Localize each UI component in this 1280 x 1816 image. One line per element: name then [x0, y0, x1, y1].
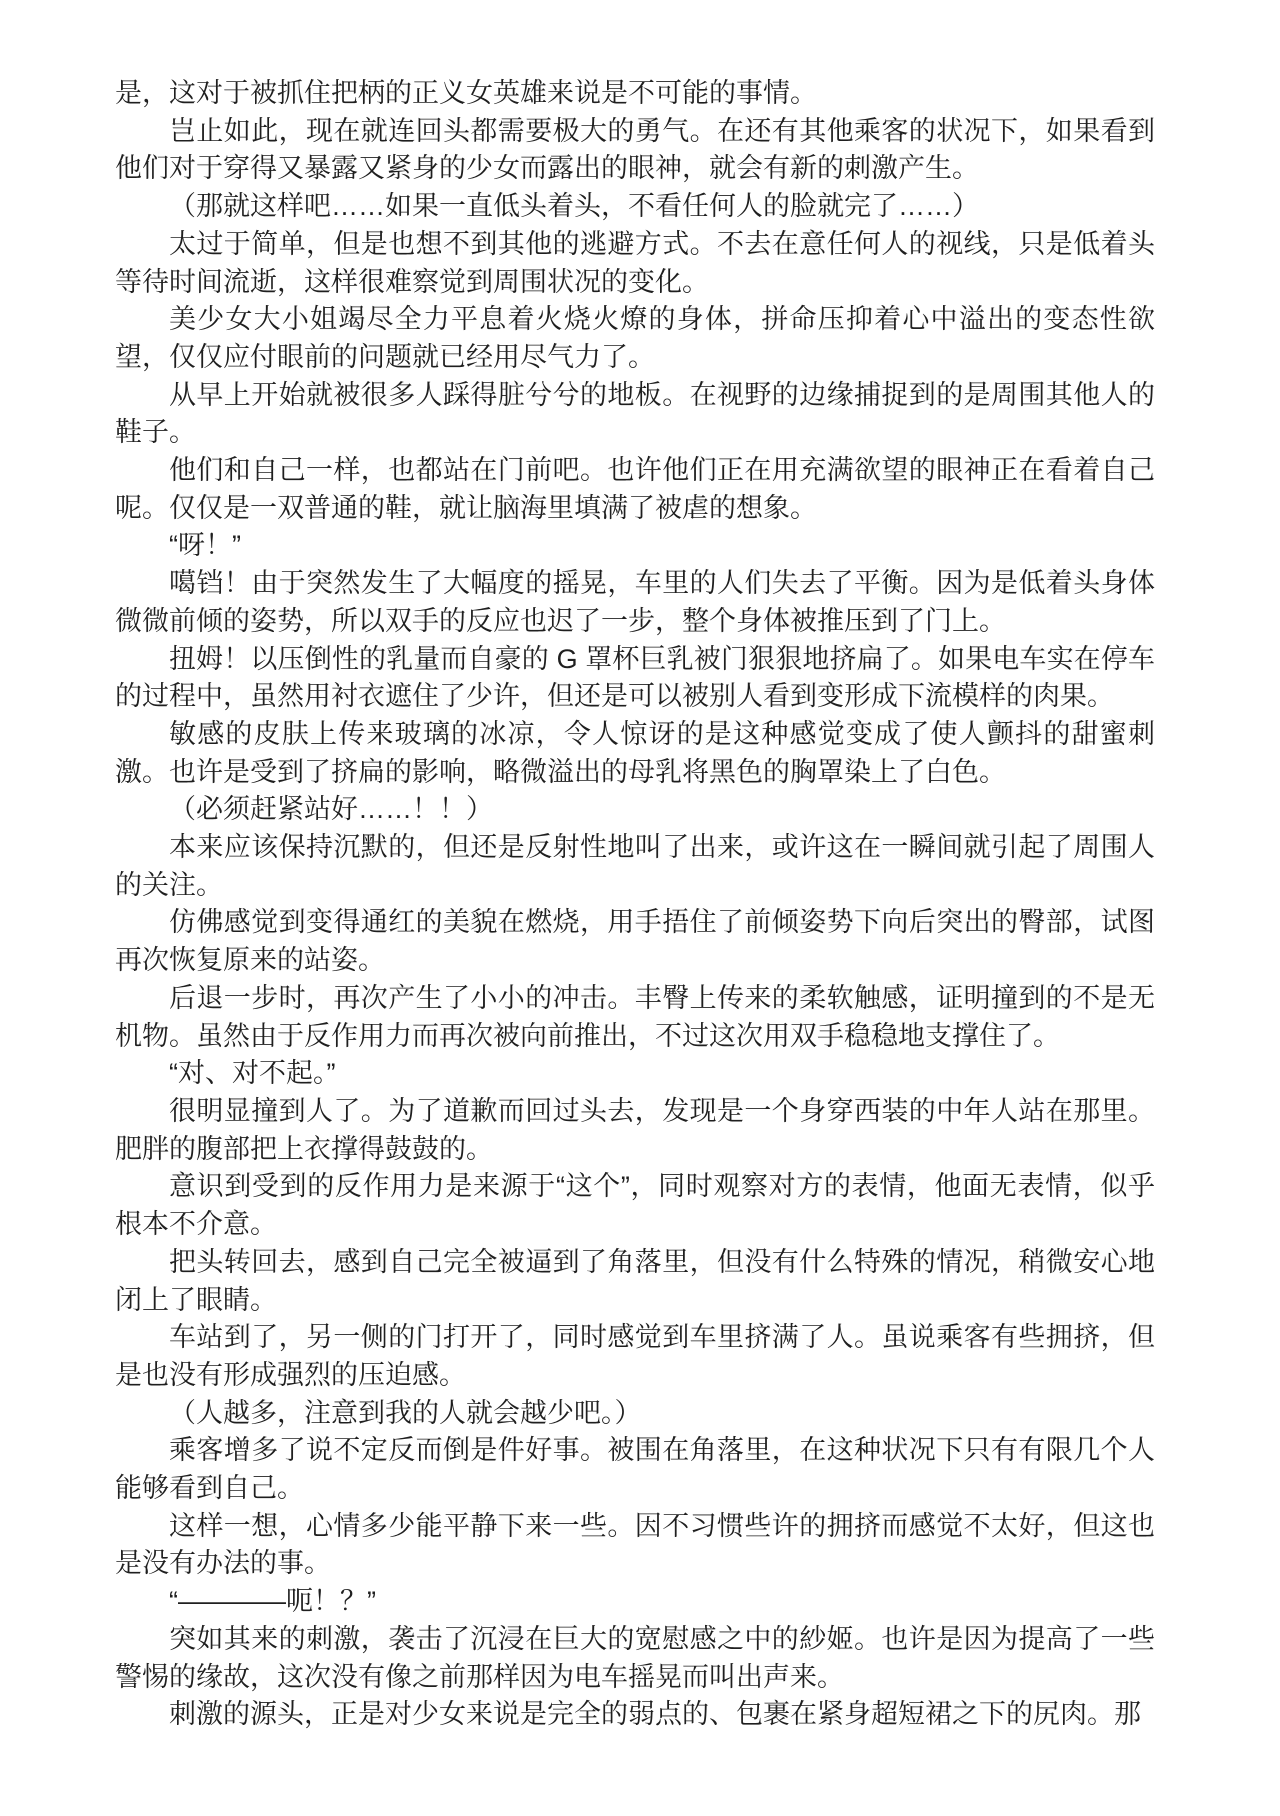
paragraph: 美少女大小姐竭尽全力平息着火烧火燎的身体，拼命压抑着心中溢出的变态性欲望，仅仅应付眼前的问题就已经用尽气力了。	[115, 304, 1155, 372]
paragraph: 本来应该保持沉默的，但还是反射性地叫了出来，或许这在一瞬间就引起了周围人的关注。	[115, 832, 1155, 900]
paragraph: “呀！”	[169, 530, 241, 561]
paragraph: （必须赶紧站好……！！）	[169, 794, 493, 825]
paragraph: （人越多，注意到我的人就会越少吧。）	[169, 1397, 642, 1428]
paragraph: 乘客增多了说不定反而倒是件好事。被围在角落里，在这种状况下只有有限几个人能够看到自己。	[115, 1435, 1155, 1504]
paragraph: 从早上开始就被很多人踩得脏兮兮的地板。在视野的边缘捕捉到的是周围其他人的鞋子。	[115, 379, 1155, 448]
paragraph: 他们和自己一样，也都站在门前吧。也许他们正在用充满欲望的眼神正在看着自己呢。仅仅是一双普通的鞋，就让脑海里填满了被虐的想象。	[115, 455, 1155, 523]
paragraph: 敏感的皮肤上传来玻璃的冰凉，令人惊讶的是这种感觉变成了使人颤抖的甜蜜刺激。也许是受到了挤扁的影响，略微溢出的母乳将黑色的胸罩染上了白色。	[115, 718, 1155, 787]
paragraph: 很明显撞到人了。为了道歉而回过头去，发现是一个身穿西装的中年人站在那里。肥胖的腹部把上衣撑得鼓鼓的。	[115, 1095, 1155, 1164]
paragraph: “————呃！？”	[169, 1586, 376, 1617]
paragraph: 仿佛感觉到变得通红的美貌在燃烧，用手捂住了前倾姿势下向后突出的臀部，试图再次恢复原来的站姿。	[115, 907, 1155, 976]
paragraph: （那就这样吧……如果一直低头着头，不看任何人的脸就完了……）	[169, 191, 979, 222]
paragraph: 太过于简单，但是也想不到其他的逃避方式。不去在意任何人的视线，只是低着头等待时间流逝，这样很难察觉到周围状况的变化。	[115, 228, 1155, 297]
paragraph: 刺激的源头，正是对少女来说是完全的弱点的、包裹在紧身超短裙之下的尻肉。那	[169, 1699, 1141, 1730]
paragraph: 突如其来的刺激，袭击了沉浸在巨大的宽慰感之中的紗姬。也许是因为提高了一些警惕的缘故，这次没有像之前那样因为电车摇晃而叫出声来。	[115, 1623, 1155, 1692]
paragraph: 是，这对于被抓住把柄的正义女英雄来说是不可能的事情。	[115, 78, 817, 108]
paragraph: 把头转回去，感到自己完全被逼到了角落里，但没有什么特殊的情况，稍微安心地闭上了眼睛。	[115, 1246, 1155, 1315]
text-content	[115, 75, 1155, 1734]
paragraph: 后退一步时，再次产生了小小的冲击。丰臀上传来的柔软触感，证明撞到的不是无机物。虽然由于反作用力而再次被向前推出，不过这次用双手稳稳地支撑住了。	[115, 982, 1155, 1051]
paragraph: 岂止如此，现在就连回头都需要极大的勇气。在还有其他乘客的状况下，如果看到他们对于穿得又暴露又紧身的少女而露出的眼神，就会有新的刺激产生。	[115, 115, 1155, 184]
paragraph: 扭姆！以压倒性的乳量而自豪的 G 罩杯巨乳被门狠狠地挤扁了。如果电车实在停车的过程中，虽然用衬衣遮住了少许，但还是可以被别人看到变形成下流模样的肉果。	[115, 643, 1155, 712]
paragraph: 车站到了，另一侧的门打开了，同时感觉到车里挤满了人。虽说乘客有些拥挤，但是也没有形成强烈的压迫感。	[115, 1322, 1155, 1390]
paragraph: 意识到受到的反作用力是来源于“这个”，同时观察对方的表情，他面无表情，似乎根本不介意。	[115, 1171, 1155, 1240]
paragraph: 噶铛！由于突然发生了大幅度的摇晃，车里的人们失去了平衡。因为是低着头身体微微前倾的姿势，所以双手的反应也迟了一步，整个身体被推压到了门上。	[115, 568, 1155, 636]
paragraph: 这样一想，心情多少能平静下来一些。因不习惯些许的拥挤而感觉不太好，但这也是没有办法的事。	[115, 1510, 1155, 1579]
paragraph: “对、对不起。”	[169, 1058, 336, 1089]
